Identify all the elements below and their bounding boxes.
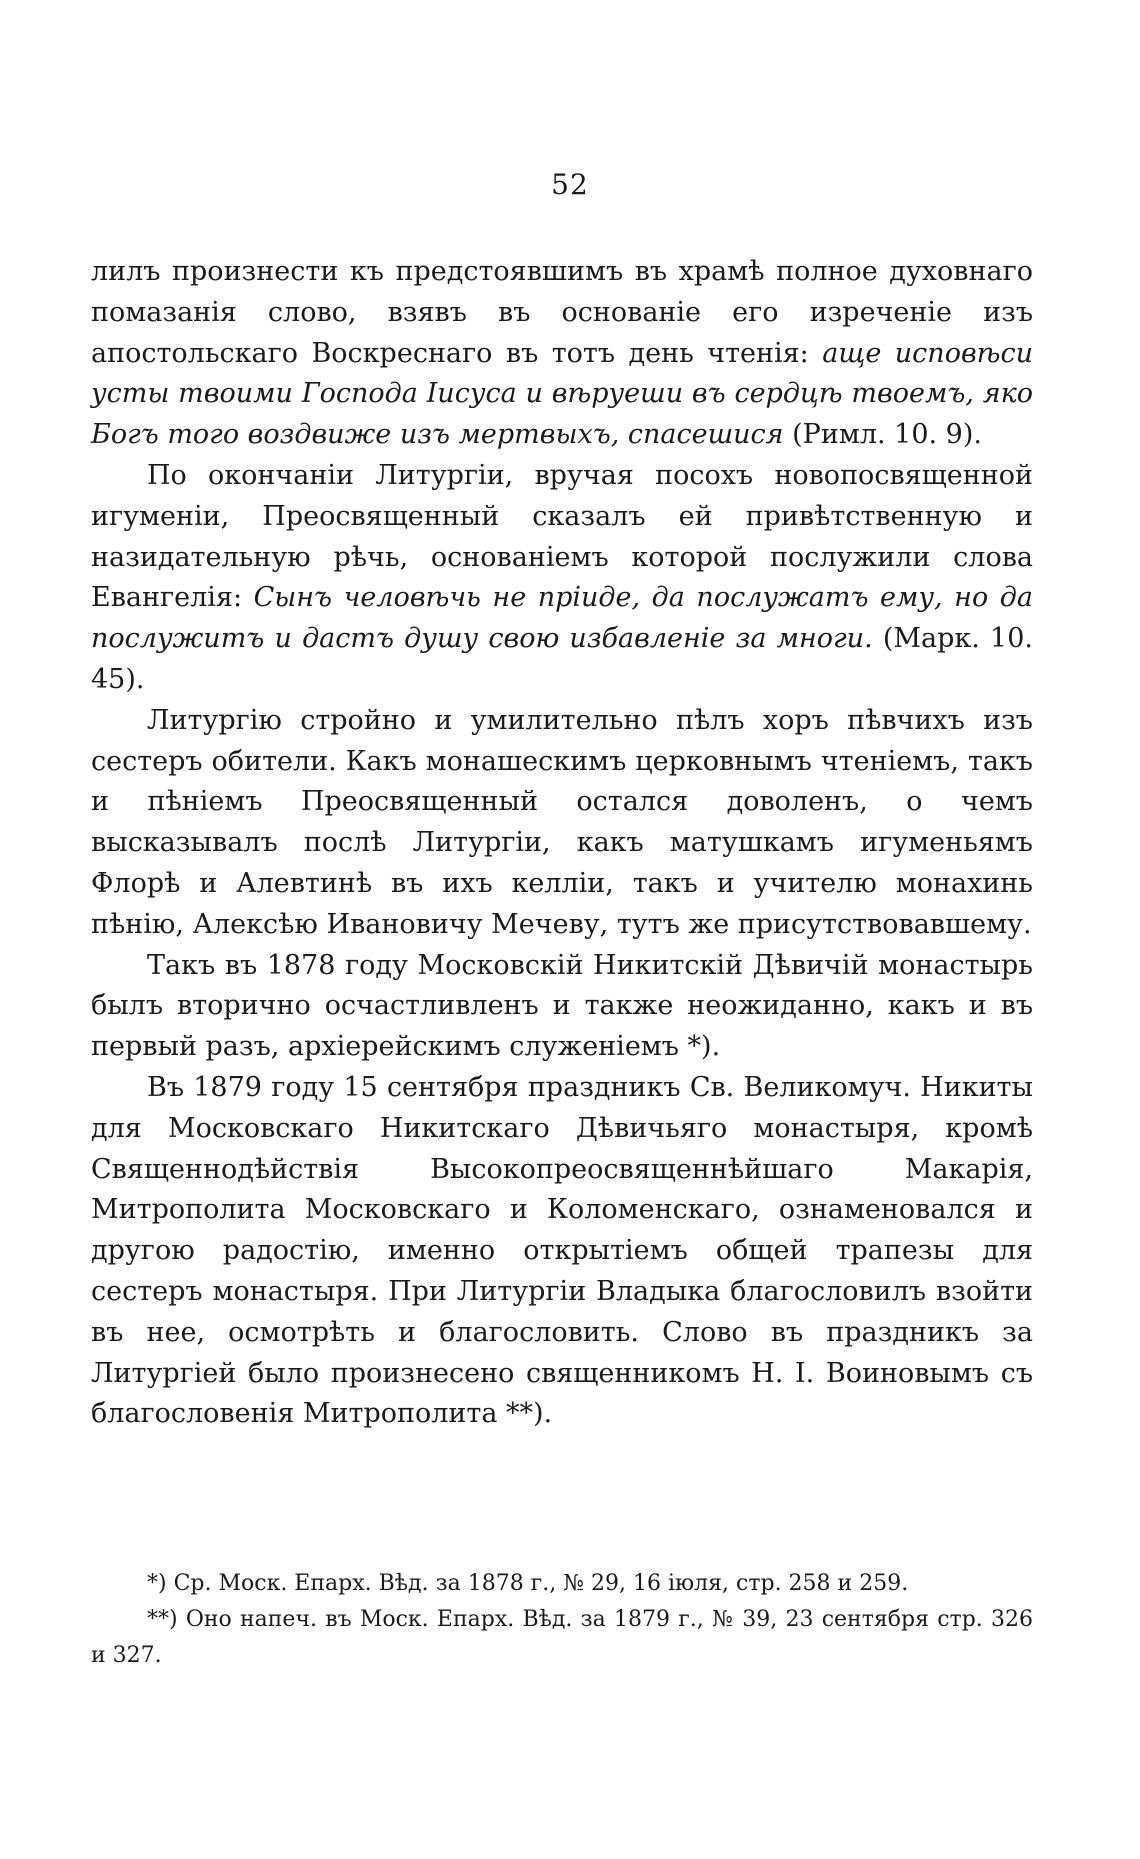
- paragraph-2-part-1: По окончаніи Литургіи, вручая посохъ новопосвященной игуменіи, Преосвященный сказалъ ей привѣтственную и назидательную рѣчь, основаніемъ которой послужили слова Евангелія:: [91, 459, 1033, 614]
- main-text: [91, 252, 1033, 1435]
- paragraph-1-italic-quote: аще исповѣси усты твоими Господа Іисуса и вѣруеши въ сердцѣ твоемъ, яко Богъ того воздвиже изъ мертвыхъ, спасешися: [91, 337, 1033, 451]
- footnotes: [91, 1566, 1033, 1674]
- paragraph-5: [91, 1068, 1033, 1435]
- paragraph-1: [91, 252, 1033, 456]
- paragraph-4: [91, 946, 1033, 1068]
- paragraph-2-reference: (Марк. 10. 45).: [91, 623, 1033, 695]
- paragraph-4-text: Такъ въ 1878 году Московскій Никитскій Дѣвичій монастырь былъ вторично осчастливленъ и также неожиданно, какъ и въ первый разъ, архіерейскимъ служеніемъ *).: [91, 949, 1033, 1063]
- paragraph-2: [91, 456, 1033, 701]
- paragraph-3: [91, 701, 1033, 946]
- paragraph-3-text: Литургію стройно и умилительно пѣлъ хоръ пѣвчихъ изъ сестеръ обители. Какъ монашескимъ церковнымъ чтеніемъ, такъ и пѣніемъ Преосвященный остался доволенъ, о чемъ высказывалъ послѣ Литургіи, какъ матушкамъ игуменьямъ Флорѣ и Алевтинѣ въ ихъ келліи, такъ и учителю монахинь пѣнію, Алексѣю Ивановичу Мечеву, тутъ же присутствовавшему.: [91, 704, 1033, 940]
- paragraph-1-reference: (Римл. 10. 9).: [783, 419, 982, 451]
- paragraph-1-part-1: лилъ произнести къ предстоявшимъ въ храмѣ полное духовнаго помазанія слово, взявъ въ основаніе его изреченіе изъ апостольскаго Воскреснаго въ тотъ день чтенія:: [91, 256, 1033, 369]
- footnote-2: **) Оно напеч. въ Моск. Епарх. Вѣд. за 1879 г., № 39, 23 сентября стр. 326 и 327.: [91, 1607, 1033, 1668]
- paragraph-5-text: Въ 1879 году 15 сентября праздникъ Св. Великомуч. Никиты для Московскаго Никитскаго Дѣвичьяго монастыря, кромѣ Священнодѣйствія Высокопреосвященнѣйшаго Макарія, Митрополита Московскаго и Коломенскаго, ознаменовался и другою радостію, именно открытіемъ общей трапезы для сестеръ монастыря. При Литургіи Владыка благословилъ взойти въ нее, осмотрѣть и благословить. Слово въ праздникъ за Литургіей было произнесено священникомъ Н. І. Воиновымъ съ благословенія Митрополита **).: [91, 1071, 1033, 1430]
- footnote-1: *) Ср. Моск. Епарх. Вѣд. за 1878 г., № 29, 16 іюля, стр. 258 и 259.: [147, 1571, 909, 1596]
- page-number: 52: [551, 168, 589, 201]
- paragraph-2-italic-quote: Сынъ человѣчь не пріиде, да послужатъ ему, но да послужитъ и дастъ душу свою избавленіе за многи.: [91, 582, 1033, 655]
